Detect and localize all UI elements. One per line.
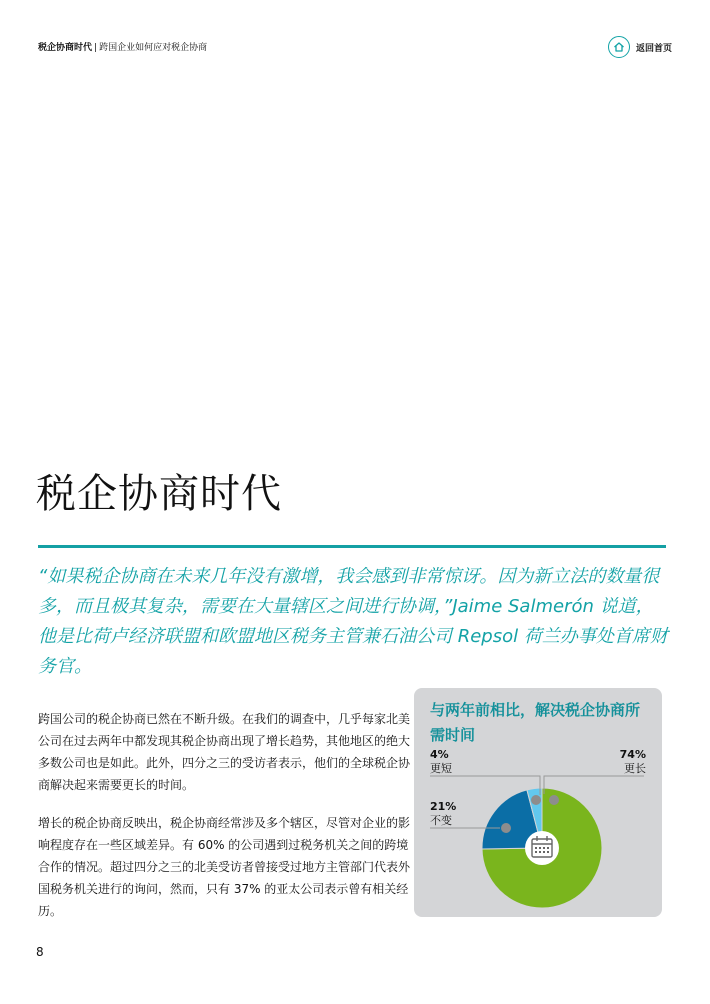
label-unchanged-percent: 21% — [430, 800, 457, 813]
page-title: 税企协商时代 — [36, 471, 282, 517]
leader-dot-longer — [549, 795, 559, 805]
body-paragraph-2: 增长的税企协商反映出，税企协商经常涉及多个辖区，尽管对企业的影响程度存在一些区域差异。有 60% 的公司遇到过税务机关之间的跨境合作的情况。超过四分之三的北美受访者曾接受过地方主管部门代表外国税务机关进行的询问，然而，只有 37% 的亚太公司表示曾有相关经历。 — [38, 816, 411, 918]
home-label[interactable]: 返回首页 — [635, 43, 672, 54]
header-document: 跨国企业如何应对税企协商 — [99, 43, 208, 53]
header-section: 税企协商时代 — [38, 43, 93, 53]
home-icon[interactable] — [608, 36, 630, 58]
pie-chart — [414, 688, 662, 917]
chart-title: 与两年前相比，解决税企协商所需时间 — [430, 701, 641, 744]
body-text — [38, 708, 410, 938]
label-shorter-percent: 4% — [430, 748, 449, 761]
leader-dot-unchanged — [501, 823, 511, 833]
title-divider — [38, 545, 666, 548]
label-shorter: 更短 — [430, 762, 452, 775]
header-separator: | — [94, 43, 98, 53]
body-paragraph-1: 跨国公司的税企协商已然在不断升级。在我们的调查中，几乎每家北美公司在过去两年中都发现其税企协商出现了增长趋势，其他地区的绝大多数公司也是如此。此外，四分之三的受访者表示，他们的全球税企协商解决起来需要更长的时间。 — [38, 712, 411, 792]
label-unchanged: 不变 — [430, 814, 452, 827]
pie-chart-panel — [414, 688, 662, 917]
home-link[interactable] — [608, 36, 672, 58]
running-header — [38, 40, 207, 53]
label-longer: 更长 — [624, 762, 646, 775]
calendar-icon — [525, 831, 559, 865]
pull-quote: “如果税企协商在未来几年没有激增，我会感到非常惊讶。因为新立法的数量很多，而且极其复杂，需要在大量辖区之间进行协调，”Jaime Salmerón 说道，他是比荷卢经济联盟和欧盟地区税务主管兼石油公司 Repsol 荷兰办事处首席财务官。 — [38, 566, 668, 677]
leader-dot-shorter — [531, 795, 541, 805]
page-number: 8 — [36, 945, 44, 959]
label-longer-percent: 74% — [619, 748, 646, 761]
